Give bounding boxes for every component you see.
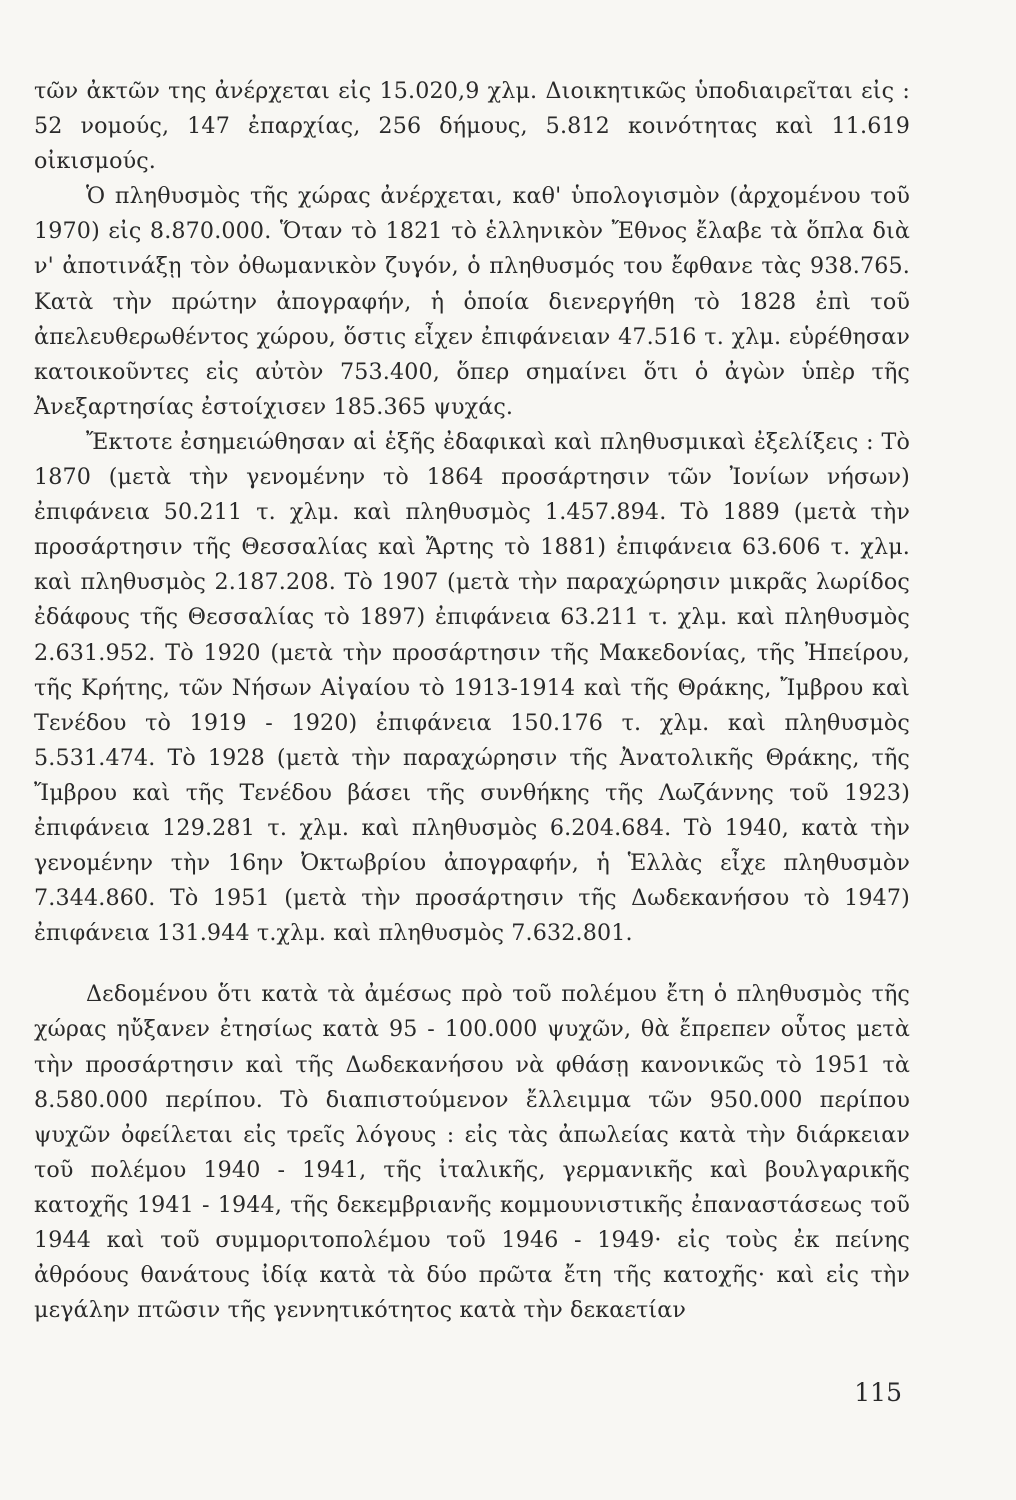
paragraph-population-1821-1828: Ὁ πληθυσμὸς τῆς χώρας ἀνέρχεται, καθ' ὑπολογισμὸν (ἀρχομένου τοῦ 1970) εἰς 8.870.000. Ὅταν τὸ 1821 τὸ ἑλληνικὸν Ἔθνος ἔλαβε τὰ ὅπλα διὰ ν' ἀποτινάξῃ τὸν ὀθωμανικὸν ζυγόν, ὁ πληθυσμός του ἔφθανε τὰς 938.765. Κατὰ τὴν πρώτην ἀπογραφήν, ἡ ὁποία διενεργήθη τὸ 1828 ἐπὶ τοῦ ἀπελευθερωθέντος χώρου, ὅστις εἶχεν ἐπιφάνειαν 47.516 τ. χλμ. εὑρέθησαν κατοικοῦντες εἰς αὐτὸν 753.400, ὅπερ σημαίνει ὅτι ὁ ἀγὼν ὑπὲρ τῆς Ἀνεξαρτησίας ἐστοίχισεν 185.365 ψυχάς. bbox=[34, 183, 910, 420]
page-number: 115 bbox=[854, 1378, 902, 1407]
body-text bbox=[34, 74, 910, 1328]
paragraph-population-deficit: Δεδομένου ὅτι κατὰ τὰ ἀμέσως πρὸ τοῦ πολέμου ἔτη ὁ πληθυσμὸς τῆς χώρας ηὔξανεν ἐτησίως κατὰ 95 - 100.000 ψυχῶν, θὰ ἔπρεπεν οὗτος μετὰ τὴν προσάρτησιν καὶ τῆς Δωδεκανήσου νὰ φθάσῃ κανονικῶς τὸ 1951 τὰ 8.580.000 περίπου. Τὸ διαπιστούμενον ἔλλειμμα τῶν 950.000 περίπου ψυχῶν ὀφείλεται εἰς τρεῖς λόγους : εἰς τὰς ἀπωλείας κατὰ τὴν διάρκειαν τοῦ πολέμου 1940 - 1941, τῆς ἰταλικῆς, γερμανικῆς καὶ βουλγαρικῆς κατοχῆς 1941 - 1944, τῆς δεκεμβριανῆς κομμουνιστικῆς ἐπαναστάσεως τοῦ 1944 καὶ τοῦ συμμοριτοπολέμου τοῦ 1946 - 1949· εἰς τοὺς ἐκ πείνης ἀθρόους θανάτους ἰδίᾳ κατὰ τὰ δύο πρῶτα ἔτη τῆς κατοχῆς· καὶ εἰς τὴν μεγάλην πτῶσιν τῆς γεννητικότητος κατὰ τὴν δεκαετίαν bbox=[34, 981, 910, 1324]
paragraph-territorial-changes: Ἔκτοτε ἐσημειώθησαν αἱ ἑξῆς ἐδαφικαὶ καὶ πληθυσμικαὶ ἐξελίξεις : Τὸ 1870 (μετὰ τὴν γενομένην τὸ 1864 προσάρτησιν τῶν Ἰονίων νήσων) ἐπιφάνεια 50.211 τ. χλμ. καὶ πληθυσμὸς 1.457.894. Τὸ 1889 (μετὰ τὴν προσάρτησιν τῆς Θεσσαλίας καὶ Ἄρτης τὸ 1881) ἐπιφάνεια 63.606 τ. χλμ. καὶ πληθυσμὸς 2.187.208. Τὸ 1907 (μετὰ τὴν παραχώρησιν μικρᾶς λωρίδος ἐδάφους τῆς Θεσσαλίας τὸ 1897) ἐπιφάνεια 63.211 τ. χλμ. καὶ πληθυσμὸς 2.631.952. Τὸ 1920 (μετὰ τὴν προσάρτησιν τῆς Μακεδονίας, τῆς Ἠπείρου, τῆς Κρήτης, τῶν Νήσων Αἰγαίου τὸ 1913-1914 καὶ τῆς Θράκης, Ἴμβρου καὶ Τενέδου τὸ 1919 - 1920) ἐπιφάνεια 150.176 τ. χλμ. καὶ πληθυσμὸς 5.531.474. Τὸ 1928 (μετὰ τὴν παραχώρησιν τῆς Ἀνατολικῆς Θράκης, τῆς Ἴμβρου καὶ τῆς Τενέδου βάσει τῆς συνθήκης τῆς Λωζάννης τοῦ 1923) ἐπιφάνεια 129.281 τ. χλμ. καὶ πληθυσμὸς 6.204.684. Τὸ 1940, κατὰ τὴν γενομένην τὴν 16ην Ὀκτωβρίου ἀπογραφήν, ἡ Ἑλλὰς εἶχε πληθυσμὸν 7.344.860. Τὸ 1951 (μετὰ τὴν προσάρτησιν τῆς Δωδεκανήσου τὸ 1947) ἐπιφάνεια 131.944 τ.χλμ. καὶ πληθυσμὸς 7.632.801. bbox=[34, 428, 910, 947]
paragraph-coastline-administration: τῶν ἀκτῶν της ἀνέρχεται εἰς 15.020,9 χλμ. Διοικητικῶς ὑποδιαιρεῖται εἰς : 52 νομούς, 147 ἐπαρχίας, 256 δήμους, 5.812 κοινότητας καὶ 11.619 οἰκισμούς. bbox=[34, 78, 910, 175]
